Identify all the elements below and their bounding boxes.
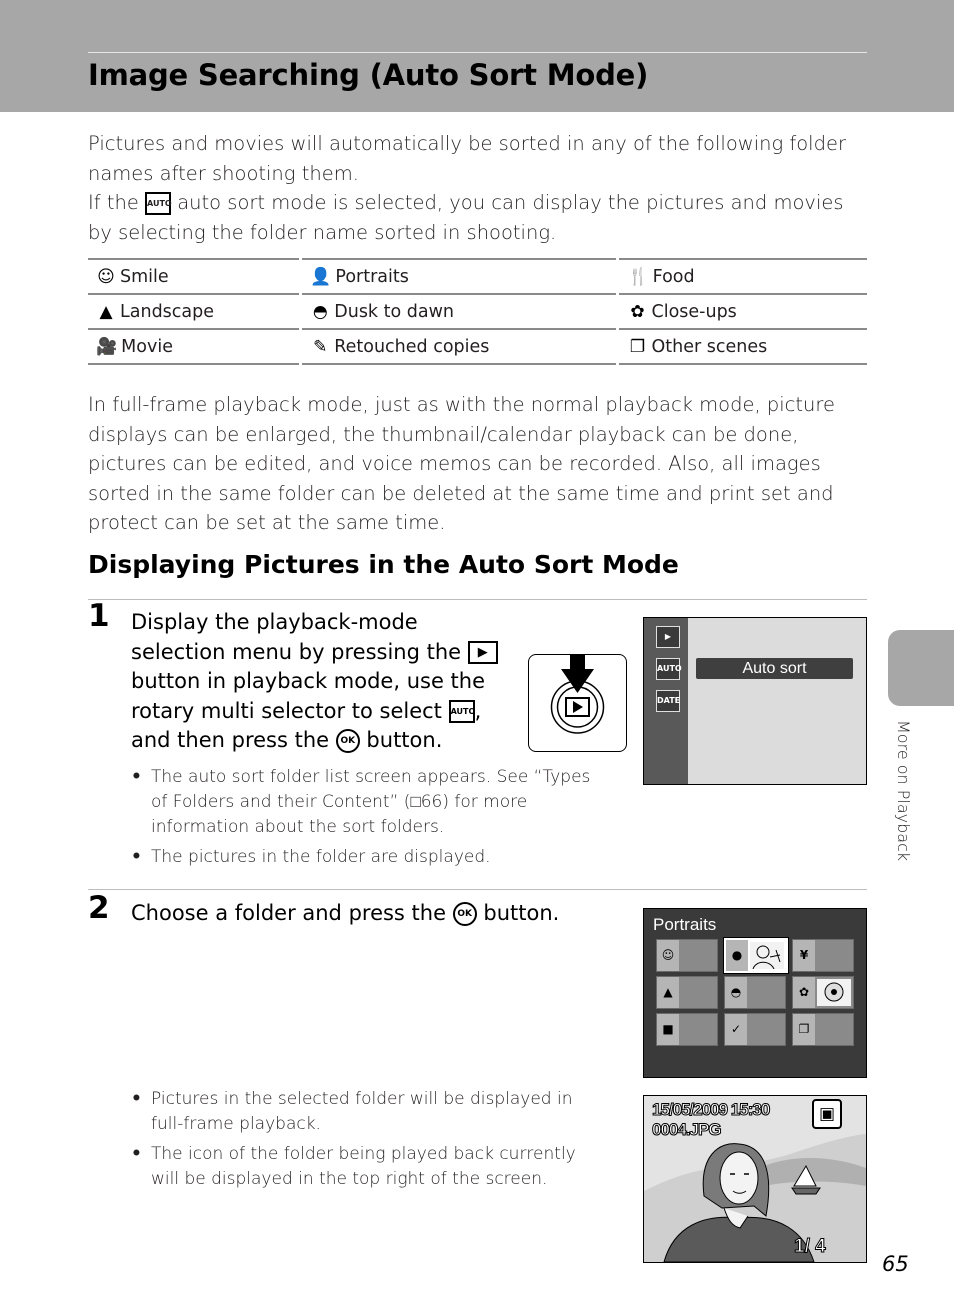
- header-rule: [88, 52, 867, 53]
- folder-thumb-portraits: [724, 938, 788, 973]
- folder-cell: [88, 294, 301, 329]
- table-row: [88, 329, 867, 364]
- ok-icon: OK: [336, 729, 360, 753]
- full-frame-playback-screen: [643, 1095, 867, 1263]
- playback-menu-icon: ▶: [656, 626, 680, 648]
- step-2-bullets: [131, 1087, 601, 1197]
- close-up-icon: ✿: [630, 301, 645, 322]
- step-2-text-part: Choose a folder and press the: [131, 901, 453, 925]
- folder-label: Portraits: [335, 266, 409, 287]
- folder-thumb-other: [792, 1013, 854, 1046]
- table-row: [88, 294, 867, 329]
- step-1-text: [131, 608, 511, 756]
- auto-sort-icon: AUTO: [145, 192, 171, 215]
- intro-text: [88, 129, 868, 247]
- folder-cell: [88, 259, 301, 294]
- folder-thumb-smile: [656, 939, 718, 972]
- movie-icon: 🎥: [96, 336, 118, 357]
- list-item: • Pictures in the selected folder will be displayed in full-frame playback.: [131, 1087, 601, 1137]
- food-icon: 🍴: [627, 266, 649, 287]
- step-1-text-part: button.: [359, 728, 443, 752]
- landscape-icon: ▲: [99, 301, 113, 322]
- auto-sort-icon: AUTO: [449, 700, 475, 723]
- header-band: [0, 0, 954, 112]
- smile-face-icon: ☺: [97, 266, 115, 287]
- step-2-text-part: button.: [476, 901, 560, 925]
- folder-thumb-closeups: [792, 976, 854, 1009]
- folder-thumb-movie: [656, 1013, 718, 1046]
- folder-cell: [301, 329, 618, 364]
- auto-sort-highlight: Auto sort: [696, 658, 853, 679]
- step-1-text-part: Display the playback-mode selection menu by pressing the: [131, 610, 468, 664]
- folder-label: Food: [652, 266, 695, 287]
- folder-screen-title: Portraits: [653, 915, 717, 934]
- food-icon: ¥: [793, 940, 815, 971]
- step-1-number: 1: [88, 598, 110, 634]
- folder-label: Movie: [121, 336, 173, 357]
- flower-thumb-icon: [817, 979, 851, 1006]
- step-2-number: 2: [88, 890, 110, 926]
- folder-table: [88, 258, 867, 365]
- table-row: [88, 259, 867, 294]
- page-title: Image Searching (Auto Sort Mode): [88, 58, 649, 92]
- other-scenes-icon: ❐: [629, 336, 646, 357]
- date-menu-icon: DATE: [656, 690, 680, 712]
- smile-face-icon: ☺: [657, 940, 679, 971]
- portrait-thumb-icon: [750, 942, 784, 969]
- folder-label: Landscape: [120, 301, 215, 322]
- folder-cell: [618, 259, 867, 294]
- section-title: Displaying Pictures in the Auto Sort Mode: [88, 550, 679, 579]
- section-side-tab: [888, 630, 954, 706]
- folder-label: Other scenes: [651, 336, 768, 357]
- other-scenes-icon: ❐: [793, 1014, 815, 1045]
- folder-cell: [301, 294, 618, 329]
- list-item: • The auto sort folder list screen appears. See “Types of Folders and their Content” (□66) for more information about the sort folders.: [131, 765, 601, 840]
- retouched-icon: ✓: [725, 1014, 747, 1045]
- landscape-icon: ▲: [657, 977, 679, 1008]
- folder-cell: [301, 259, 618, 294]
- list-item: • The icon of the folder being played back currently will be displayed in the top right of the screen.: [131, 1142, 601, 1192]
- play-button-illustration: [528, 654, 627, 752]
- step-1-text-part: , and then press the: [131, 698, 482, 752]
- playback-date: [652, 1100, 769, 1140]
- folder-cell: [618, 329, 867, 364]
- folder-list-screen: [643, 908, 867, 1078]
- folder-thumb-landscape: [656, 976, 718, 1009]
- auto-sort-menu-screen: [643, 617, 867, 785]
- intro-paragraph-2-end: auto sort mode is selected, you can display the pictures and movies by selecting the folder name sorted in shooting.: [88, 191, 844, 244]
- page-number: 65: [882, 1252, 909, 1276]
- portrait-icon: 👤: [310, 266, 332, 287]
- portrait-icon: ●: [726, 940, 748, 971]
- step-2-text: [131, 899, 559, 929]
- step-1-text-part: button in playback mode, use the rotary multi selector to select: [131, 669, 486, 723]
- intro-paragraph-1: Pictures and movies will automatically be sorted in any of the following folder names after shooting them.: [88, 132, 846, 185]
- close-up-icon: ✿: [793, 977, 815, 1008]
- play-icon: ▶: [468, 641, 498, 664]
- dusk-to-dawn-icon: ◓: [312, 301, 328, 322]
- fullframe-text: In full-frame playback mode, just as with the normal playback mode, picture displays can be enlarged, the thumbnail/calendar playback can be done, pictures can be edited, and voice memos can be recorded. Also, all images sorted in the same folder can be deleted at the same time and print set and protect can be set at the same time.: [88, 393, 835, 534]
- retouched-icon: ✎: [313, 336, 328, 357]
- dial-icon: [529, 655, 626, 751]
- intro-paragraph-2-start: If the: [88, 191, 146, 214]
- folder-label: Smile: [120, 266, 169, 287]
- folder-cell: [618, 294, 867, 329]
- folder-label: Close-ups: [651, 301, 737, 322]
- step-1-bullets: [131, 765, 601, 875]
- date-time-label: 15/05/2009 15:30: [652, 1100, 770, 1119]
- dusk-to-dawn-icon: ◓: [725, 977, 747, 1008]
- folder-thumb-food: [792, 939, 854, 972]
- folder-thumb-retouched: [724, 1013, 786, 1046]
- intro-paragraph-2: [88, 188, 868, 247]
- frame-counter: 1/ 4: [794, 1236, 826, 1257]
- file-name-label: 0004.JPG: [652, 1120, 721, 1139]
- movie-icon: ■: [657, 1014, 679, 1045]
- list-item: • The pictures in the folder are displayed.: [131, 845, 601, 870]
- folder-thumb-dusk: [724, 976, 786, 1009]
- auto-sort-menu-icon: AUTO: [656, 658, 680, 680]
- portrait-folder-badge-icon: ▣: [812, 1099, 842, 1129]
- ok-icon: OK: [453, 902, 477, 926]
- section-side-label: More on Playback: [894, 720, 913, 862]
- folder-label: Dusk to dawn: [334, 301, 454, 322]
- step-2-rule: [88, 889, 867, 890]
- section-rule: [88, 599, 867, 600]
- folder-cell: [88, 329, 301, 364]
- folder-label: Retouched copies: [334, 336, 490, 357]
